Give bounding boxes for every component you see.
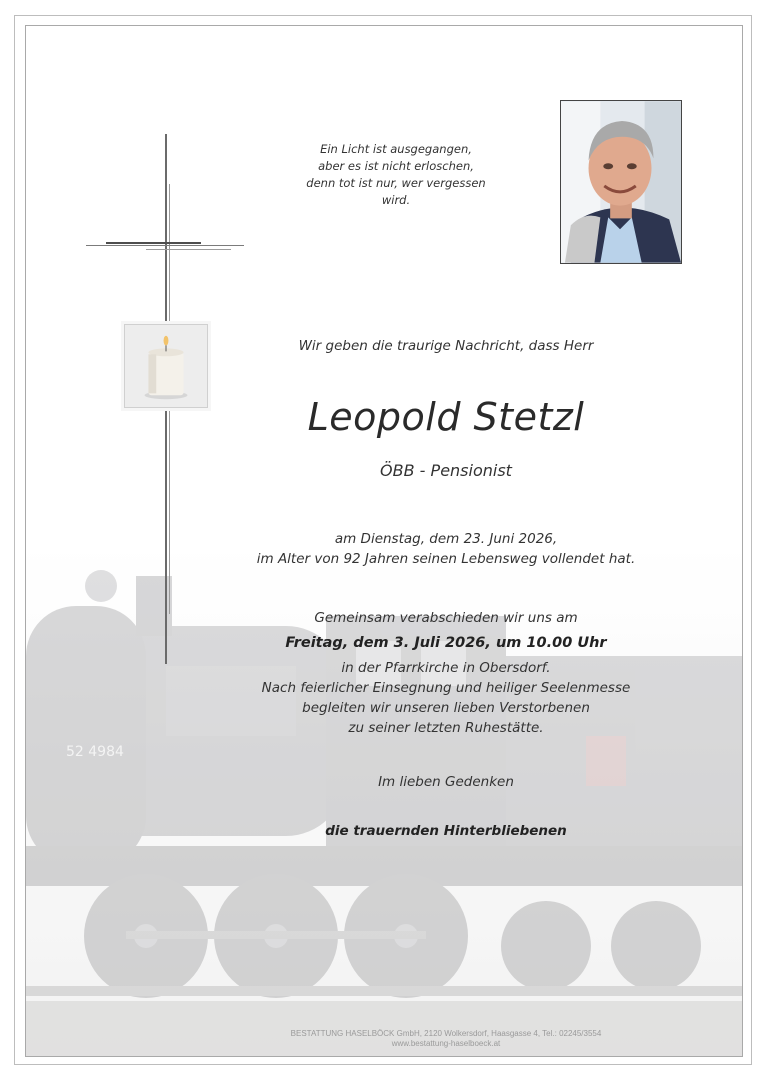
- deceased-occupation: ÖBB - Pensionist: [380, 461, 512, 480]
- farewell-line: Nach feierlicher Einsegnung und heiliger Seelenmesse: [261, 680, 631, 696]
- footer-website[interactable]: www.bestattung-haselboeck.at: [391, 1039, 501, 1048]
- footer-company: BESTATTUNG HASELBÖCK GmbH, 2120 Wolkersdorf, Haasgasse 4, Tel.: 02245/3554: [290, 1029, 602, 1038]
- farewell-details: [236, 608, 656, 738]
- portrait-photo: [560, 100, 682, 264]
- closing-gedenken: Im lieben Gedenken: [378, 774, 514, 790]
- quote: [296, 141, 496, 209]
- death-details: [236, 529, 656, 569]
- death-line: im Alter von 92 Jahren seinen Lebensweg vollendet hat.: [256, 551, 636, 567]
- farewell-intro: Gemeinsam verabschieden wir uns am: [314, 610, 578, 626]
- farewell-line: in der Pfarrkirche in Obersdorf.: [341, 660, 551, 676]
- quote-line: aber es ist nicht erloschen,: [318, 159, 474, 173]
- farewell-date-time: Freitag, dem 3. Juli 2026, um 10.00 Uhr: [285, 635, 607, 651]
- farewell-line: begleiten wir unseren lieben Verstorbenen: [302, 700, 590, 716]
- cross-horizontal-line: [86, 245, 244, 246]
- cross-horizontal-accent: [146, 249, 231, 250]
- death-line: am Dienstag, dem 23. Juni 2026,: [334, 531, 558, 547]
- locomotive-number: 52 4984: [66, 744, 124, 760]
- quote-line: Ein Licht ist ausgegangen,: [320, 142, 472, 156]
- cross-horizontal-bar: [106, 242, 201, 244]
- candle-icon: [124, 324, 208, 408]
- obituary-card: [25, 25, 743, 1057]
- closing-mourners: die trauernden Hinterbliebenen: [325, 823, 567, 839]
- announcement-intro: Wir geben die traurige Nachricht, dass Herr: [298, 338, 594, 354]
- deceased-name: Leopold Stetzl: [307, 395, 585, 439]
- farewell-line: zu seiner letzten Ruhestätte.: [348, 720, 544, 736]
- footer: [236, 1029, 656, 1049]
- quote-line: denn tot ist nur, wer vergessen wird.: [306, 176, 486, 207]
